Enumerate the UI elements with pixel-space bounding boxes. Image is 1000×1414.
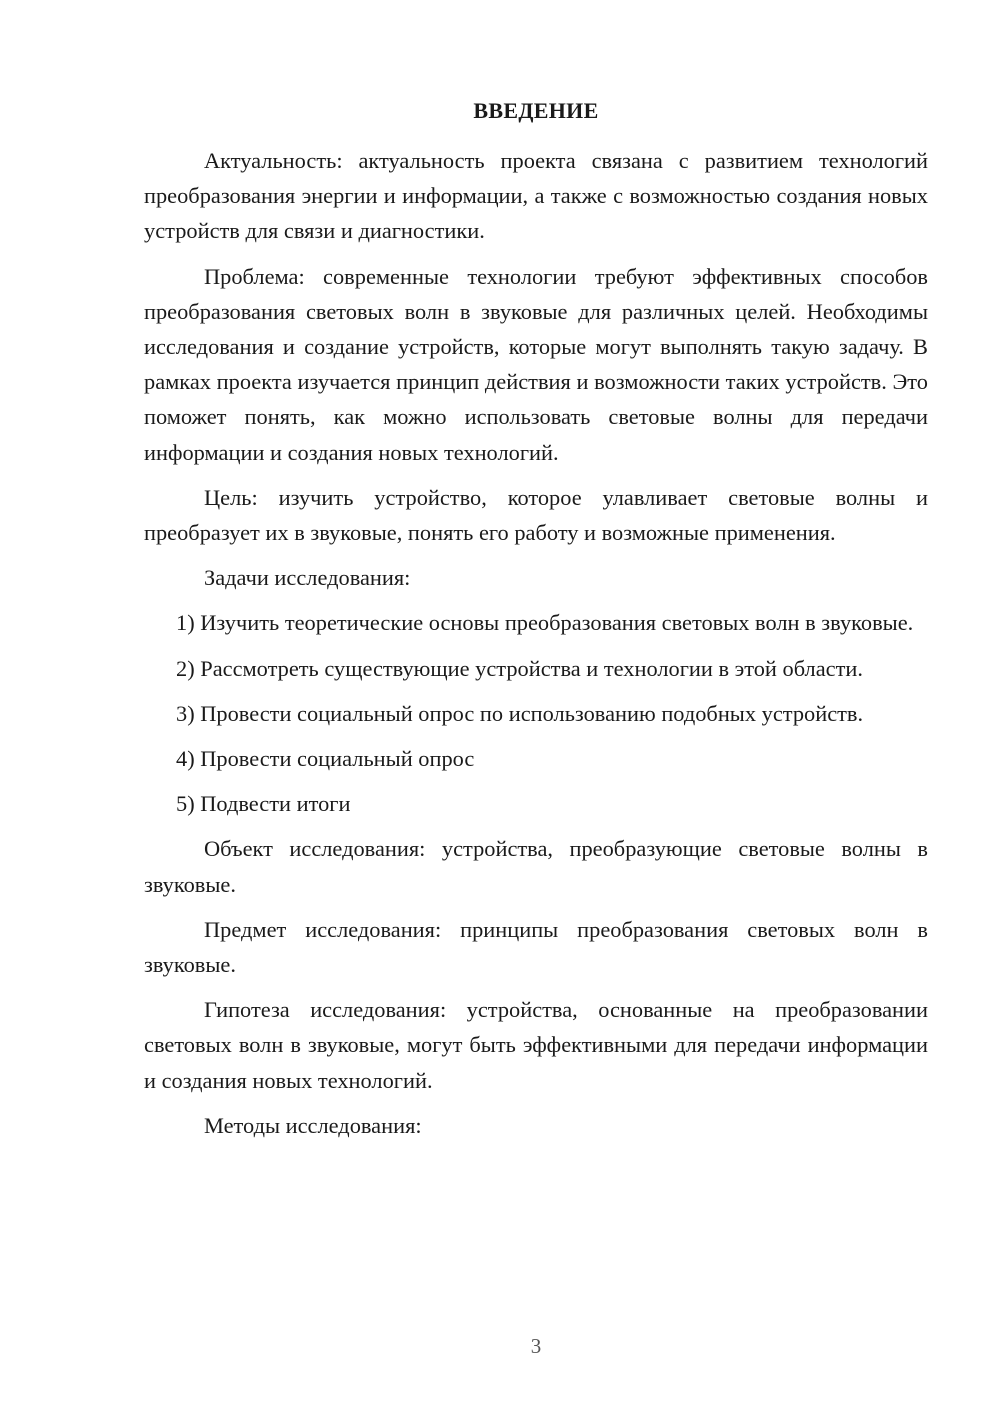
task-item-5: 5) Подвести итоги bbox=[176, 791, 351, 817]
paragraph-object: Объект исследования: устройства, преобразующие световые волны в звуковые. bbox=[144, 836, 928, 897]
task-item-3: 3) Провести социальный опрос по использованию подобных устройств. bbox=[176, 700, 864, 726]
paragraph-subject: Предмет исследования: принципы преобразования световых волн в звуковые. bbox=[144, 916, 928, 978]
document-body bbox=[144, 143, 928, 1153]
paragraph-methods: Методы исследования: bbox=[204, 1112, 422, 1138]
paragraph-problem: Проблема: современные технологии требуют эффективных способов преобразования световых волн в звуковые для различных целей. Необходимы исследования и создание устройств, которые могут выполнять такую задачу. В рамках проекта изучается принцип действия и возможности таких устройств. Это поможет понять, как можно использовать световые волны для передачи информации и создания новых технологий. bbox=[144, 263, 928, 465]
task-item-2: 2) Рассмотреть существующие устройства и технологии в этой области. bbox=[176, 655, 863, 681]
page-number: 3 bbox=[530, 1334, 542, 1358]
paragraph-tasks-heading: Задачи исследования: bbox=[204, 565, 411, 591]
page-title: ВВЕДЕНИЕ bbox=[473, 98, 599, 123]
paragraph-hypothesis: Гипотеза исследования: устройства, основанные на преобразовании световых волн в звуковые, могут быть эффективными для передачи информации и создания новых технологий. bbox=[144, 997, 928, 1093]
paragraph-relevance: Актуальность: актуальность проекта связана с развитием технологий преобразования энергии и информации, а также с возможностью создания новых устройств для связи и диагностики. bbox=[144, 148, 928, 244]
task-item-1: 1) Изучить теоретические основы преобразования световых волн в звуковые. bbox=[176, 610, 914, 636]
paragraph-goal: Цель: изучить устройство, которое улавливает световые волны и преобразует их в звуковые, понять его работу и возможные применения. bbox=[144, 484, 928, 546]
task-item-4: 4) Провести социальный опрос bbox=[176, 746, 475, 772]
